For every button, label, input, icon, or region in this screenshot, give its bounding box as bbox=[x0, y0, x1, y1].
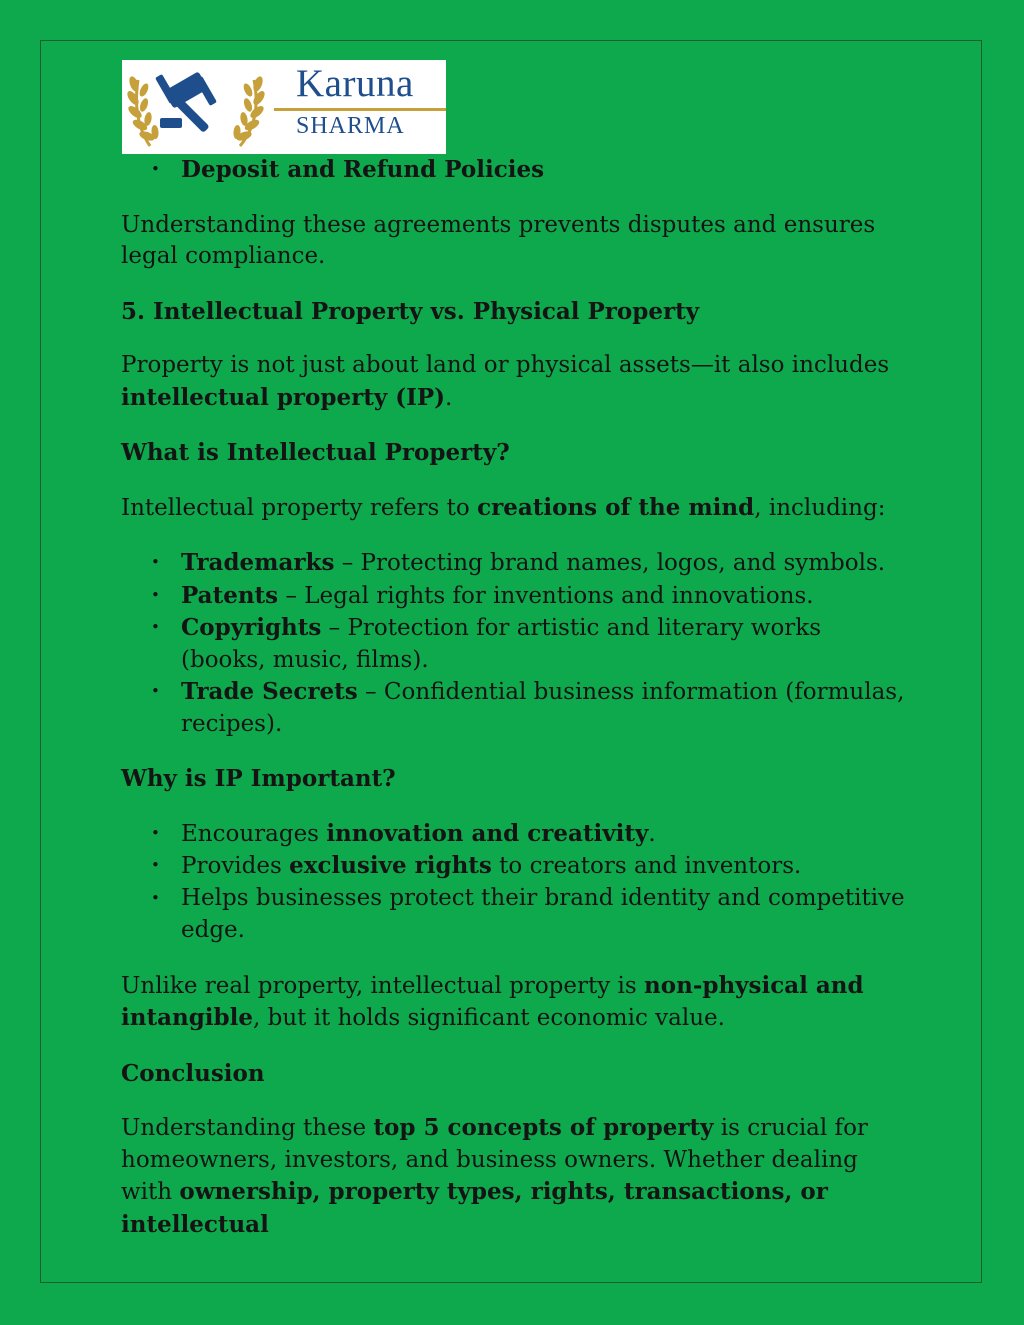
why-ip-list bbox=[121, 818, 911, 947]
ip-types-list bbox=[121, 547, 911, 740]
list-item bbox=[181, 154, 911, 187]
list-item-desc: – Protection for artistic and literary works (books, music, films). bbox=[181, 615, 822, 673]
paragraph-property-includes bbox=[121, 350, 911, 414]
list-item bbox=[181, 676, 911, 740]
text-run: Understanding these bbox=[121, 1115, 374, 1141]
list-item bbox=[181, 547, 911, 580]
text-run-bold: ownership, property types, rights, transactions, or intellectual bbox=[121, 1178, 828, 1238]
text-run-bold: creations of the mind bbox=[477, 493, 755, 521]
list-item bbox=[181, 612, 911, 676]
list-item-desc: – Confidential business information (formulas, recipes). bbox=[181, 679, 905, 737]
list-item bbox=[181, 580, 911, 613]
list-item-desc: – Protecting brand names, logos, and symbols. bbox=[334, 550, 886, 576]
text-run-bold: intellectual property (IP) bbox=[121, 383, 446, 411]
section-heading-5: 5. Intellectual Property vs. Physical Property bbox=[121, 297, 700, 325]
text-run: , but it holds significant economic value. bbox=[252, 1005, 725, 1031]
list-item-desc: – Legal rights for inventions and innovations. bbox=[278, 582, 814, 609]
list-item bbox=[181, 850, 911, 883]
logo-divider bbox=[274, 108, 446, 111]
list-item-bold: Deposit and Refund Policies bbox=[181, 156, 545, 183]
text-run: Encourages bbox=[181, 820, 327, 847]
laurel-left bbox=[125, 75, 159, 146]
text-run-bold: exclusive rights bbox=[289, 852, 492, 879]
text-run-bold: non-physical and intangible bbox=[121, 971, 864, 1031]
paragraph-ip-definition bbox=[121, 492, 911, 525]
logo-subname: SHARMA bbox=[296, 113, 405, 139]
text-run: to creators and inventors. bbox=[491, 853, 802, 879]
list-item-term: Copyrights bbox=[181, 614, 322, 641]
paragraph-agreements: Understanding these agreements prevents disputes and ensures legal compliance. bbox=[121, 211, 876, 269]
text-run: is crucial for homeowners, investors, and business owners. Whether dealing with bbox=[121, 1115, 868, 1205]
text-run-bold: innovation and creativity bbox=[326, 819, 649, 847]
karuna-sharma-logo bbox=[122, 60, 446, 154]
logo-name: Karuna bbox=[296, 62, 414, 105]
top-bullet-list bbox=[121, 154, 911, 187]
text-run: . bbox=[648, 820, 656, 847]
text-run: Unlike real property, intellectual property is bbox=[121, 972, 645, 999]
gavel bbox=[155, 71, 217, 133]
list-item-term: Trademarks bbox=[181, 549, 335, 576]
paragraph-intangible bbox=[121, 970, 911, 1035]
list-item-term: Trade Secrets bbox=[181, 678, 358, 705]
laurel-right bbox=[233, 75, 267, 146]
text-run: Property is not just about land or physical assets—it also includes bbox=[121, 352, 890, 378]
document-body bbox=[121, 154, 911, 1264]
text-run: , including: bbox=[754, 494, 886, 521]
list-item-term: Patents bbox=[181, 581, 279, 609]
text-run: . bbox=[445, 384, 453, 411]
paragraph-conclusion bbox=[121, 1112, 911, 1241]
list-item bbox=[181, 883, 911, 947]
text-run: Provides bbox=[181, 853, 290, 879]
text-run: Helps businesses protect their brand identity and competitive edge. bbox=[181, 884, 905, 943]
subheading-why-ip: Why is IP Important? bbox=[121, 765, 396, 792]
list-item bbox=[181, 818, 911, 851]
text-run-bold: top 5 concepts of property bbox=[373, 1114, 714, 1141]
subheading-what-is-ip: What is Intellectual Property? bbox=[121, 439, 510, 466]
subheading-conclusion: Conclusion bbox=[121, 1059, 265, 1087]
text-run: Intellectual property refers to bbox=[121, 494, 478, 521]
